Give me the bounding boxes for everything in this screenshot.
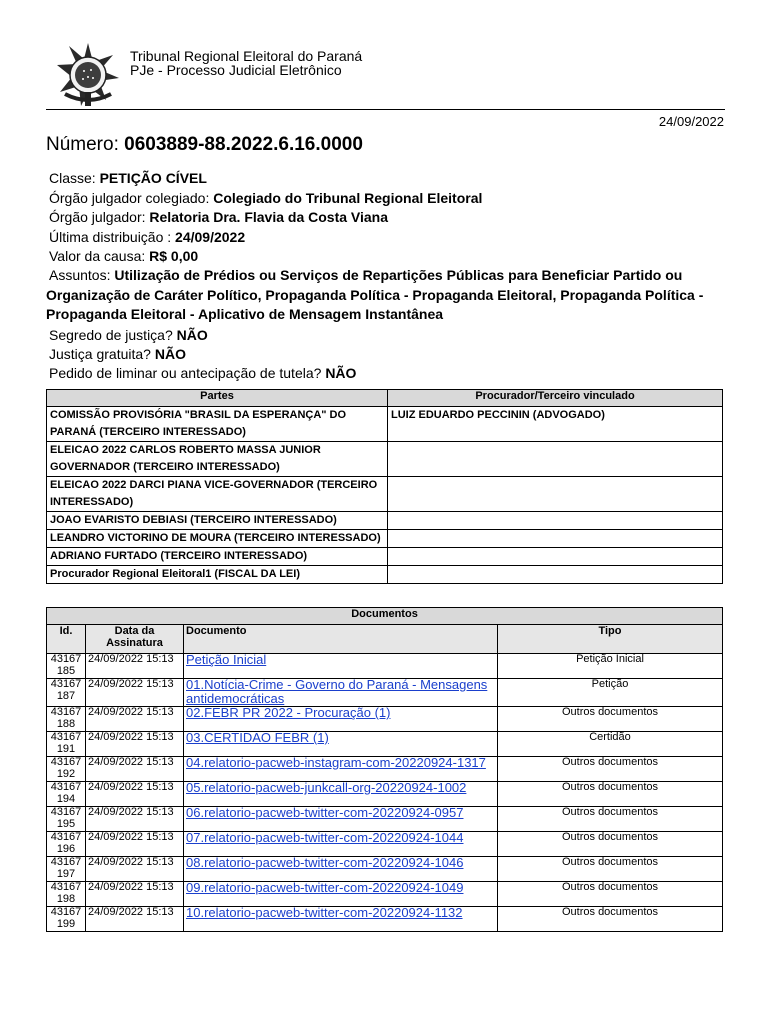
table-row: ELEICAO 2022 DARCI PIANA VICE-GOVERNADOR (TERCEIRO INTERESSADO)	[47, 477, 723, 512]
document-link[interactable]: 01.Notícia-Crime - Governo do Paraná - Mensagens antidemocráticas	[186, 677, 488, 706]
table-row: 43167 195 24/09/2022 15:13 06.relatorio-pacweb-twitter-com-20220924-0957 Outros documentos	[47, 807, 723, 832]
partes-table	[46, 389, 723, 584]
header-court-name: Tribunal Regional Eleitoral do Paraná	[130, 48, 363, 64]
table-row: 43167 191 24/09/2022 15:13 03.CERTIDAO FEBR (1) Certidão	[47, 732, 723, 757]
meta-orgao-colegiado: Órgão julgador colegiado: Colegiado do Tribunal Regional Eleitoral	[49, 190, 483, 206]
table-row: 43167 185 24/09/2022 15:13 Petição Inicial Petição Inicial	[47, 654, 723, 679]
partes-header: Partes	[47, 390, 388, 407]
table-row: ELEICAO 2022 CARLOS ROBERTO MASSA JUNIOR GOVERNADOR (TERCEIRO INTERESSADO)	[47, 442, 723, 477]
meta-classe: Classe: PETIÇÃO CÍVEL	[49, 170, 207, 186]
table-row: JOAO EVARISTO DEBIASI (TERCEIRO INTERESSADO)	[47, 512, 723, 530]
col-documento: Documento	[184, 625, 498, 654]
document-link[interactable]: 03.CERTIDAO FEBR (1)	[186, 730, 329, 745]
process-number-label: Número:	[46, 134, 119, 155]
table-row: 43167 188 24/09/2022 15:13 02.FEBR PR 2022 - Procuração (1) Outros documentos	[47, 707, 723, 732]
document-link[interactable]: 06.relatorio-pacweb-twitter-com-20220924-0957	[186, 805, 464, 820]
document-link[interactable]: 10.relatorio-pacweb-twitter-com-20220924-1132	[186, 905, 463, 920]
document-link[interactable]: 09.relatorio-pacweb-twitter-com-20220924-1049	[186, 880, 464, 895]
meta-valor-causa: Valor da causa: R$ 0,00	[49, 248, 199, 264]
table-row: 43167 196 24/09/2022 15:13 07.relatorio-pacweb-twitter-com-20220924-1044 Outros documentos	[47, 832, 723, 857]
table-row: 43167 192 24/09/2022 15:13 04.relatorio-pacweb-instagram-com-20220924-1317 Outros documentos	[47, 757, 723, 782]
table-row: LEANDRO VICTORINO DE MOURA (TERCEIRO INTERESSADO)	[47, 530, 723, 548]
header-divider	[46, 109, 725, 110]
document-date: 24/09/2022	[658, 114, 724, 129]
meta-orgao-julgador: Órgão julgador: Relatoria Dra. Flavia da Costa Viana	[49, 209, 389, 225]
table-row: 43167 194 24/09/2022 15:13 05.relatorio-pacweb-junkcall-org-20220924-1002 Outros documentos	[47, 782, 723, 807]
process-number-value: 0603889-88.2022.6.16.0000	[124, 134, 363, 155]
meta-assuntos: Assuntos: Utilização de Prédios ou Serviços de Repartições Públicas para Beneficiar Partido ou Organização de Caráter Político, Propaganda Política - Propaganda Eleitoral, Propaganda Política - Propaganda Eleitoral - Aplicativo de Mensagem Instantânea	[46, 267, 704, 322]
document-link[interactable]: 02.FEBR PR 2022 - Procuração (1)	[186, 705, 391, 720]
documentos-table	[46, 607, 723, 932]
col-data-assinatura: Data da Assinatura	[86, 625, 184, 654]
table-row: Procurador Regional Eleitoral1 (FISCAL DA LEI)	[47, 566, 723, 584]
header-system-name: PJe - Processo Judicial Eletrônico	[130, 62, 342, 78]
table-row: 43167 199 24/09/2022 15:13 10.relatorio-pacweb-twitter-com-20220924-1132 Outros documentos	[47, 907, 723, 932]
document-link[interactable]: Petição Inicial	[186, 652, 267, 667]
table-row: COMISSÃO PROVISÓRIA "BRASIL DA ESPERANÇA" DO PARANÁ (TERCEIRO INTERESSADO) LUIZ EDUARDO PECCININ (ADVOGADO)	[47, 407, 723, 442]
col-tipo: Tipo	[498, 625, 723, 654]
procurador-header: Procurador/Terceiro vinculado	[388, 390, 723, 407]
document-link[interactable]: 05.relatorio-pacweb-junkcall-org-20220924-1002	[186, 780, 467, 795]
table-row: 43167 197 24/09/2022 15:13 08.relatorio-pacweb-twitter-com-20220924-1046 Outros documentos	[47, 857, 723, 882]
table-row: ADRIANO FURTADO (TERCEIRO INTERESSADO)	[47, 548, 723, 566]
meta-ultima-distribuicao: Última distribuição : 24/09/2022	[49, 229, 246, 245]
document-link[interactable]: 07.relatorio-pacweb-twitter-com-20220924-1044	[186, 830, 464, 845]
document-link[interactable]: 08.relatorio-pacweb-twitter-com-20220924-1046	[186, 855, 464, 870]
meta-pedido-liminar: Pedido de liminar ou antecipação de tutela? NÃO	[49, 365, 357, 381]
meta-segredo-justica: Segredo de justiça? NÃO	[49, 327, 208, 343]
documentos-title: Documentos	[47, 608, 723, 625]
table-row: 43167 187 24/09/2022 15:13 01.Notícia-Crime - Governo do Paraná - Mensagens antidemocráticas Petição	[47, 679, 723, 707]
col-id: Id.	[47, 625, 86, 654]
document-link[interactable]: 04.relatorio-pacweb-instagram-com-20220924-1317	[186, 755, 486, 770]
table-row: 43167 198 24/09/2022 15:13 09.relatorio-pacweb-twitter-com-20220924-1049 Outros documentos	[47, 882, 723, 907]
brasao-emblem	[55, 42, 121, 108]
meta-justica-gratuita: Justiça gratuita? NÃO	[49, 346, 186, 362]
process-number	[46, 134, 363, 156]
